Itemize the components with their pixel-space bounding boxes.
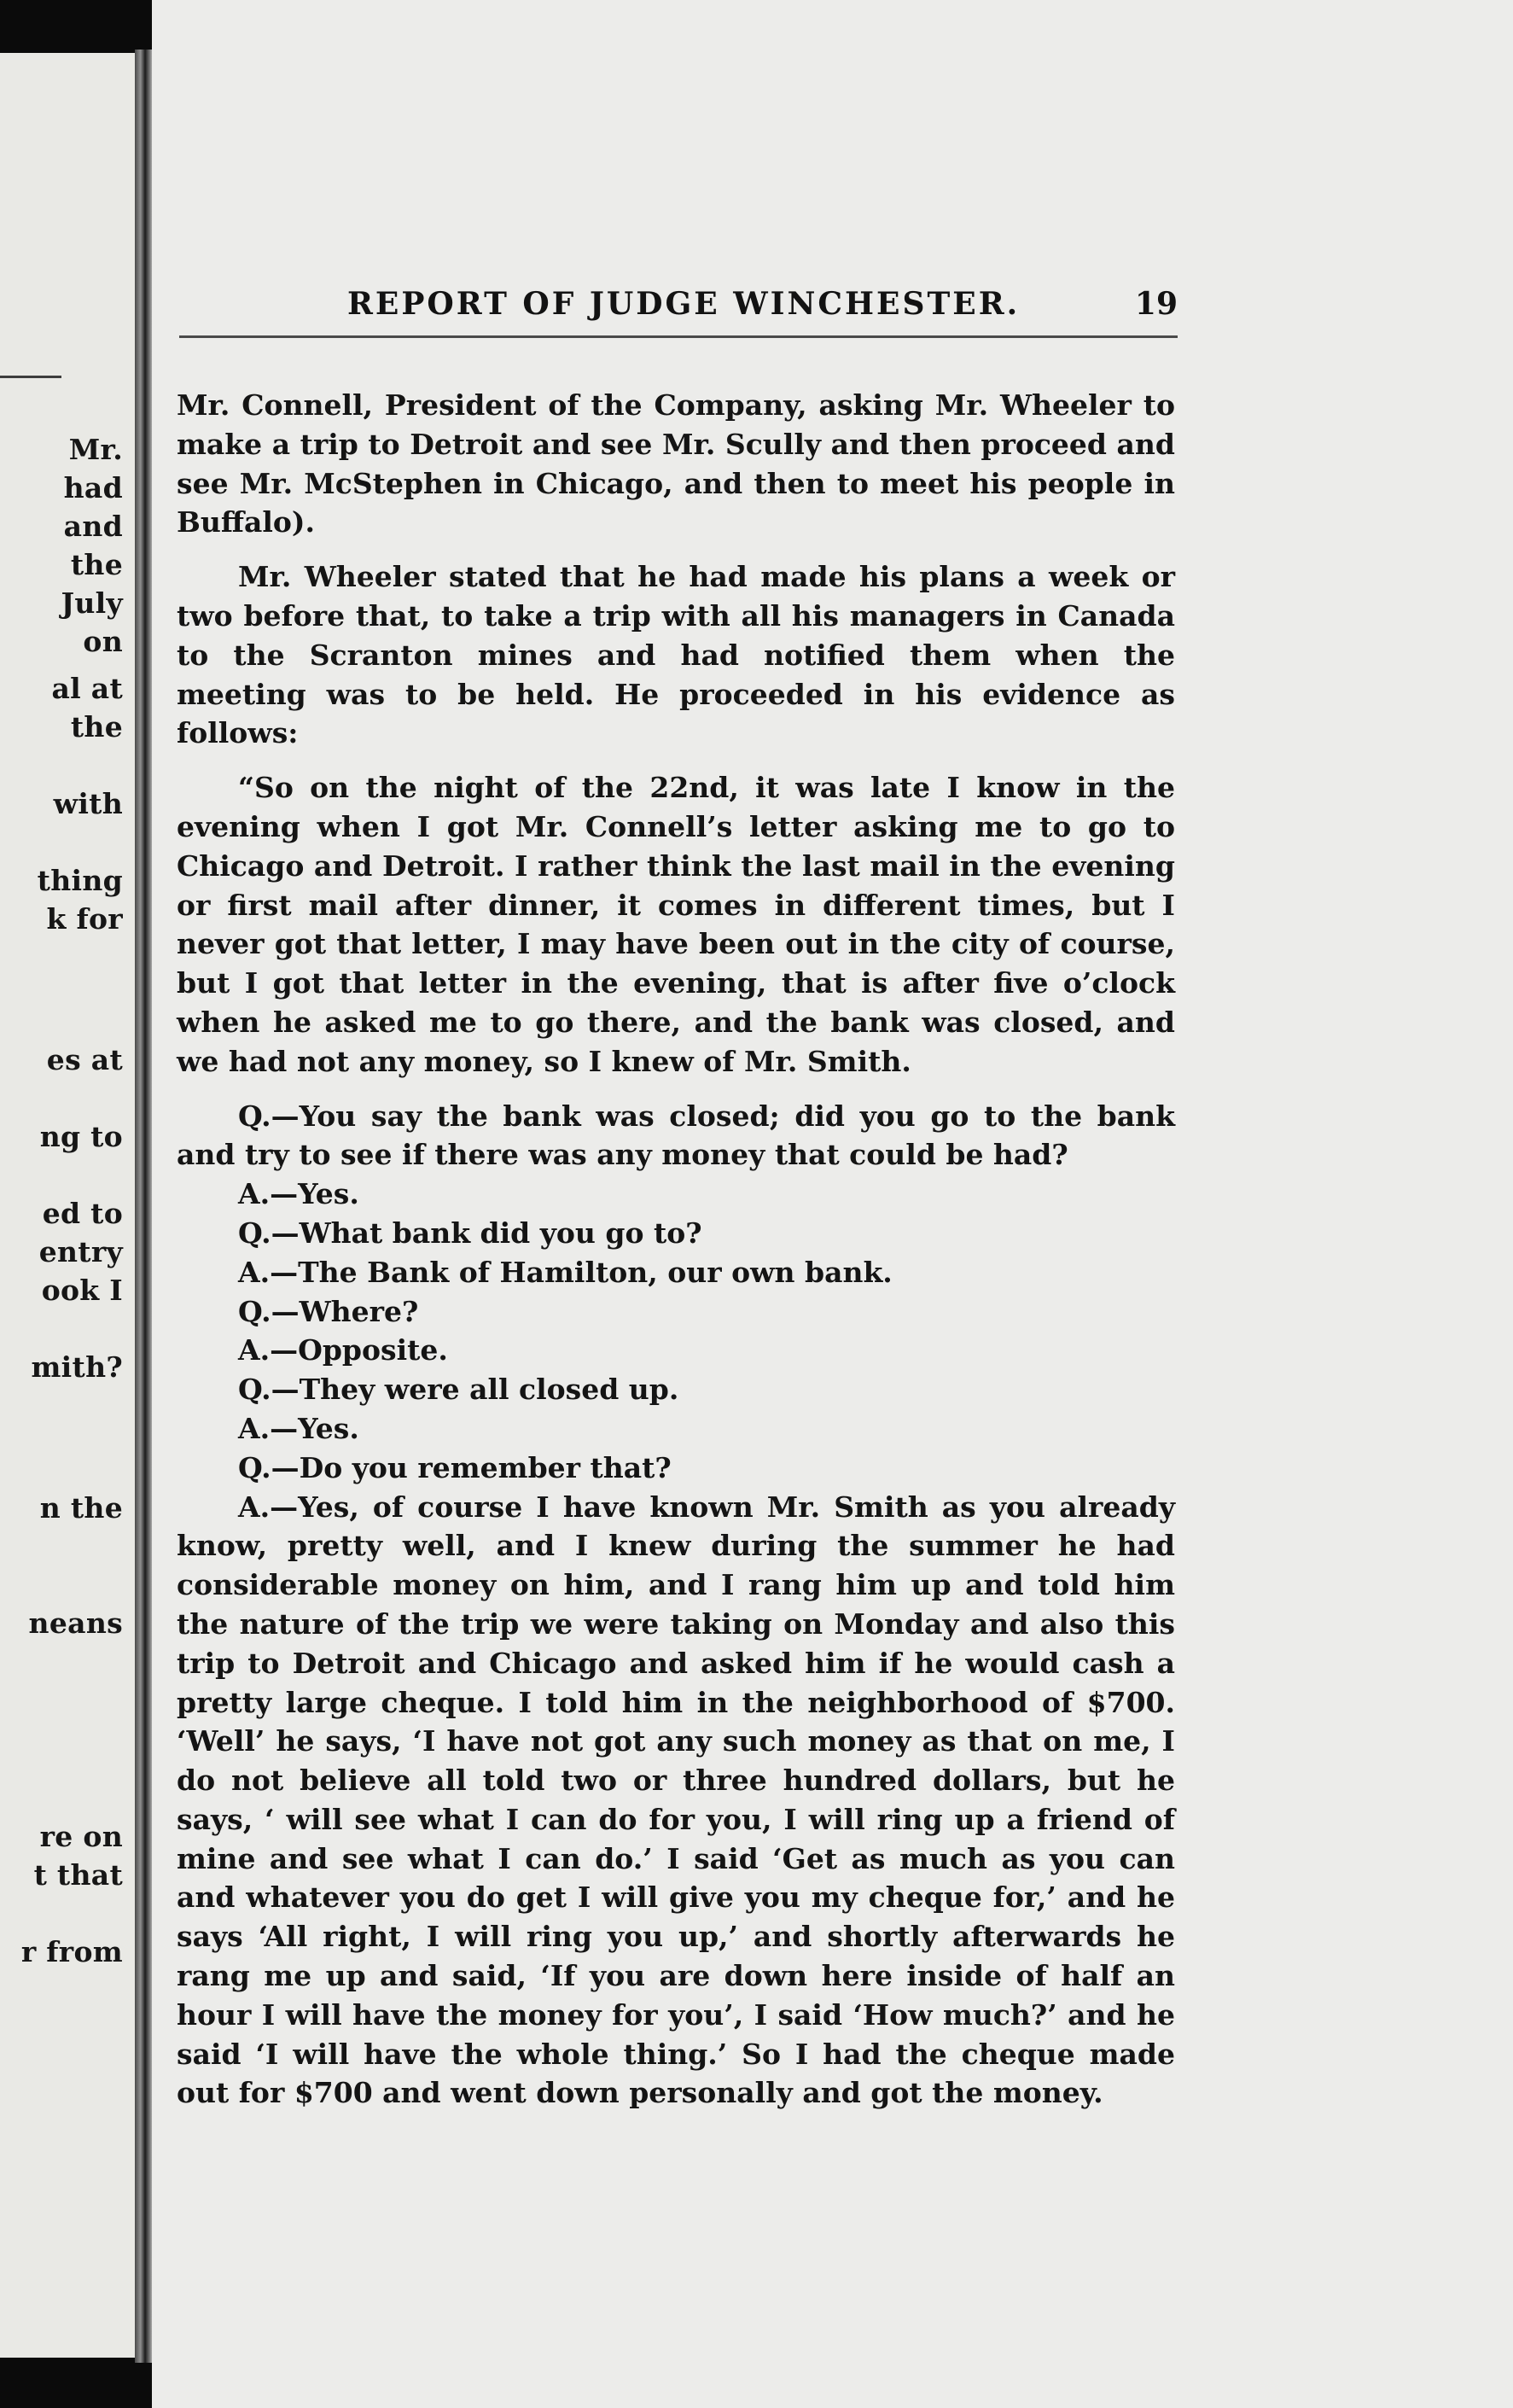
facing-page-edge [0,53,135,2358]
facing-page-fragment: and [63,510,123,543]
facing-page-fragment: the [70,548,123,581]
question-line: Q.—You say the bank was closed; did you go to the bank and try to see if there was any money that could be had? [177,1099,1175,1172]
page-number: 19 [1134,286,1178,322]
facing-page-fragment: ed to [42,1197,123,1230]
running-head [192,286,1178,337]
facing-page-rule [0,376,61,378]
facing-page-fragment: k for [46,902,123,936]
facing-page-fragment: re on [39,1820,123,1853]
answer-line: A.—Yes. [238,1411,359,1445]
body-paragraph: Mr. Connell, President of the Company, asking Mr. Wheeler to make a trip to Detroit and see Mr. Scully and then proceed and see Mr. McStephen in Chicago, and then to meet his people in Buffalo). [177,388,1175,539]
facing-page-fragment: on [83,625,123,658]
facing-page-fragment: ng to [39,1120,123,1153]
facing-page-fragment: mith? [31,1350,123,1384]
facing-page-fragment: ook I [41,1274,123,1307]
answer-line: A.—Opposite. [238,1333,448,1367]
answer-line: A.—Yes, of course I have known Mr. Smith as you already know, pretty well, and I knew during the summer he had considerable money on him, and I rang him up and told him the nature of the trip we were taking on Monday and also this trip to Detroit and Chicago and asked him if he would cash a pretty large cheque. I told him in the neighborhood of $700. ‘Well’ he says, ‘I have not got any such money as that on me, I do not believe all told two or three hundred dollars, but he says, ‘ will see what I can do for you, I will ring up a friend of mine and see what I can do.’ I said ‘Get as much as you can and whatever you do get I will give you my cheque for,’ and he says ‘All right, I will ring you up,’ and shortly afterwards he rang me up and said, ‘If you are down here inside of half an hour I will have the money for you’, I said ‘How much?’ and he said ‘I will have the whole thing.’ So I had the cheque made out for $700 and went down personally and got the money. [177,1490,1175,2110]
quoted-testimony: “So on the night of the 22nd, it was late I know in the evening when I got Mr. Connell’s letter asking me to go to Chicago and Detroit. I rather think the last mail in the evening or first mail after dinner, it comes in different times, but I never got that letter, I may have been out in the city of course, but I got that letter in the evening, that is after five o’clock when he asked me to go there, and the bank was closed, and we had not any money, so I knew of Mr. Smith. [177,771,1175,1078]
question-line: Q.—What bank did you go to? [238,1216,702,1250]
facing-page-fragment: had [63,471,123,504]
question-line: Q.—Where? [238,1294,419,1328]
facing-page-fragment: es at [46,1043,123,1076]
page-body [177,386,1175,2113]
facing-page-fragment: July [61,586,123,620]
header-rule [179,335,1178,338]
facing-page-fragment: entry [38,1235,123,1268]
answer-line: A.—The Bank of Hamilton, our own bank. [238,1255,893,1289]
facing-page-fragment: thing [37,864,123,897]
facing-page-fragment: n the [39,1491,123,1525]
body-paragraph: Mr. Wheeler stated that he had made his plans a week or two before that, to take a trip with all his managers in Canada to the Scranton mines and had notified them when the meeting was to be held. He proceeded in his evidence as follows: [177,560,1175,750]
facing-page-fragment: neans [28,1606,123,1640]
page-title: REPORT OF JUDGE WINCHESTER. [347,286,1021,322]
facing-page-fragment: Mr. [68,433,123,466]
answer-line: A.—Yes. [238,1177,359,1211]
facing-page-fragment: r from [20,1935,123,1968]
facing-page-fragment: t that [33,1858,123,1892]
facing-page-fragment: al at [51,672,123,705]
book-gutter [135,50,154,2363]
facing-page-fragment: the [70,710,123,743]
facing-page-fragment: with [53,787,123,820]
question-line: Q.—Do you remember that? [238,1450,672,1484]
question-line: Q.—They were all closed up. [238,1373,679,1407]
